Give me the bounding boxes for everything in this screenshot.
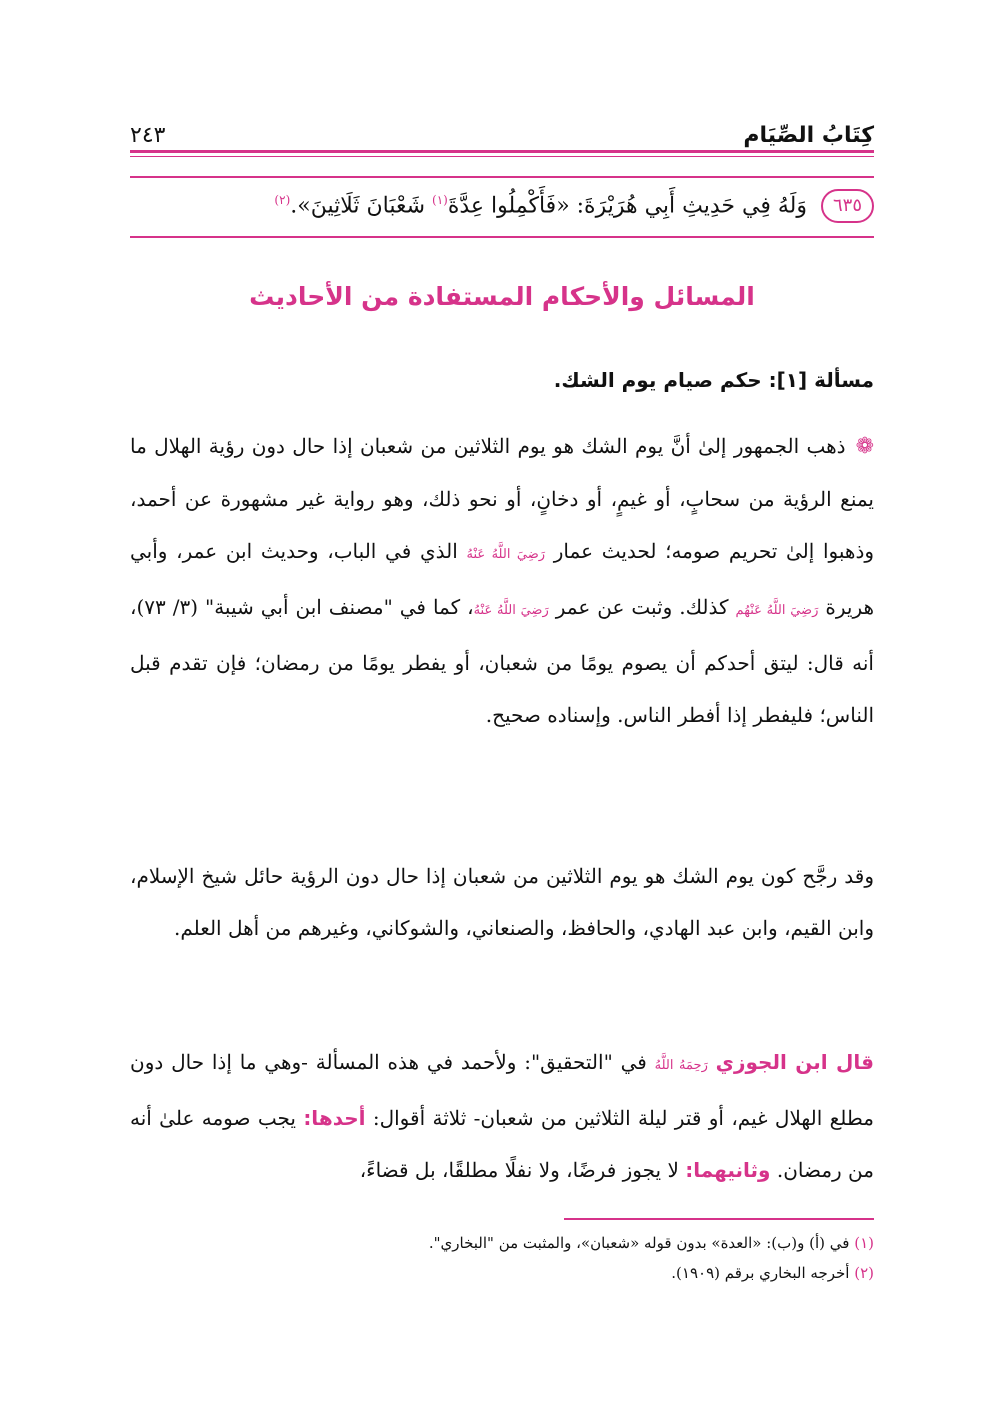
hadith-number-badge: ٦٣٥ xyxy=(821,189,874,223)
flower-icon: ❁ xyxy=(855,434,874,459)
page-header xyxy=(130,112,874,148)
hadith-bottom-rule xyxy=(130,236,874,238)
paragraph-2 xyxy=(130,850,874,954)
p1-part-b: الذي في الباب، وحديث ابن عمر، وأبي هريرة xyxy=(130,539,875,619)
p3-lead: قال ابن الجوزي xyxy=(715,1050,874,1074)
issue-label: مسألة [١]: xyxy=(768,368,874,392)
p1-part-a: ذهب الجمهور إلىٰ أنَّ يوم الشك هو يوم الثلاثين من شعبان إذا حال دون رؤية الهلال ما يمنع الرؤية من سحابٍ، أو غيمٍ، أو دخانٍ، أو نحو ذلك، وهو رواية غير مشهورة عن أحمد، وذهبوا إلىٰ تحريم صومه؛ لحديث عمار xyxy=(130,434,875,563)
p3-second-label: وثانيهما: xyxy=(685,1158,771,1182)
p1-part-c: كذلك. وثبت عن عمر xyxy=(555,595,729,619)
footnote-1 xyxy=(130,1228,874,1258)
paragraph-1 xyxy=(130,420,874,741)
hadith-text-part1: وَلَهُ فِي حَدِيثِ أَبِي هُرَيْرَةَ: «فَأَكْمِلُوا عِدَّةَ xyxy=(447,193,807,219)
honorific-3: رَضِيَ اللَّهُ عَنْهُ xyxy=(473,603,549,618)
header-rule-thin xyxy=(130,156,874,157)
p1-part-d: ، كما في "مصنف ابن أبي شيبة" (٣/ ٧٣)، أنه قال: ليتق أحدكم أن يصوم يومًا من شعبان، أو يفطر يومًا من رمضان؛ فإن تقدم قبل الناس؛ فليفطر إذا أفطر الناس. وإسناده صحيح. xyxy=(130,595,874,727)
footnote-1-num: (١) xyxy=(854,1234,874,1252)
header-rule xyxy=(130,150,874,153)
footnote-2-num: (٢) xyxy=(854,1264,874,1282)
p2-text: وقد رجَّح كون يوم الشك هو يوم الثلاثين من شعبان إذا حال دون الرؤية حائل شيخ الإسلام، وابن القيم، وابن عبد الهادي، والحافظ، والصنعاني، والشوكاني، وغيرهم من أهل العلم. xyxy=(130,864,874,940)
footnote-rule xyxy=(564,1218,874,1220)
p3-part-b: يجب صومه علىٰ أنه من رمضان. xyxy=(130,1106,874,1182)
book-title: كِتَابُ الصِّيَام xyxy=(743,123,874,148)
footnotes xyxy=(130,1228,874,1288)
footnote-1-text: في (أ) و(ب): «العدة» بدون قوله «شعبان»، والمثبت من "البخاري". xyxy=(428,1234,850,1252)
p3-first-label: أحدها: xyxy=(303,1106,366,1130)
issue-heading xyxy=(130,368,874,392)
honorific-1: رَضِيَ اللَّهُ عَنْهُ xyxy=(466,547,546,562)
hadith-text-part2: شَعْبَانَ ثَلَاثِينَ». xyxy=(290,193,425,219)
footnote-2 xyxy=(130,1258,874,1288)
hadith-top-rule xyxy=(130,176,874,178)
p3-part-c: لا يجوز فرضًا، ولا نفلًا مطلقًا، بل قضاءً، xyxy=(359,1158,679,1182)
hadith-line xyxy=(130,184,874,228)
honorific-4: رَحِمَهُ اللَّهُ xyxy=(654,1058,708,1073)
honorific-2: رَضِيَ اللَّهُ عَنْهُم xyxy=(735,603,819,618)
footnote-2-text: أخرجه البخاري برقم (١٩٠٩). xyxy=(671,1264,850,1282)
footnote-ref-1[interactable]: (١) xyxy=(432,193,448,208)
section-title: المسائل والأحكام المستفادة من الأحاديث xyxy=(249,282,755,311)
issue-title: حكم صيام يوم الشك. xyxy=(553,368,762,392)
footnote-ref-2[interactable]: (٢) xyxy=(274,193,291,208)
p3-part-a: في "التحقيق": ولأحمد في هذه المسألة -وهي ما إذا حال دون مطلع الهلال غيم، أو قتر ليلة الثلاثين من شعبان- ثلاثة أقوال: xyxy=(130,1050,874,1130)
page-number: ٢٤٣ xyxy=(130,123,166,148)
hadith-text xyxy=(274,193,807,218)
paragraph-3 xyxy=(130,1036,874,1196)
